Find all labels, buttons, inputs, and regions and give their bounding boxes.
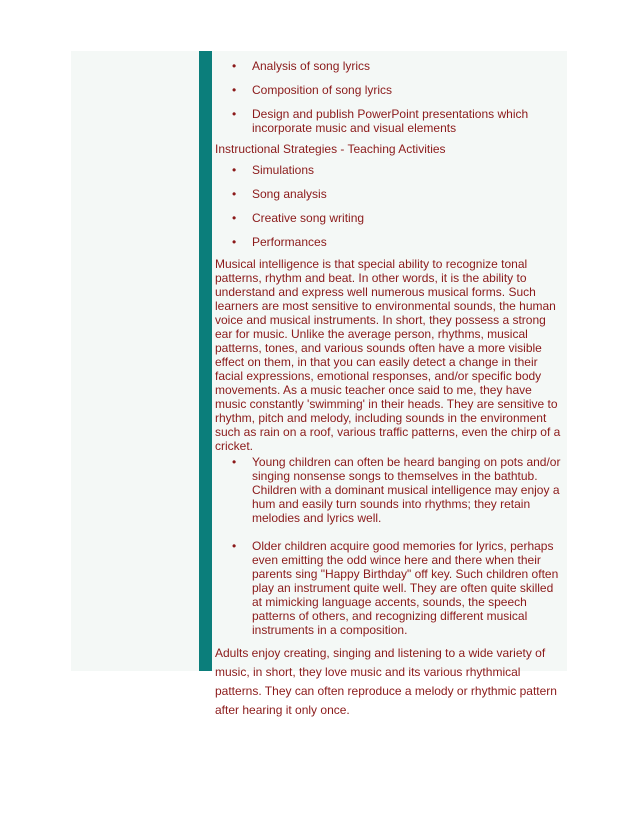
children-list bbox=[215, 455, 565, 637]
list-item: • Simulations bbox=[215, 163, 565, 177]
document-content bbox=[215, 59, 565, 720]
adults-paragraph: Adults enjoy creating, singing and listening to a wide variety of music, in short, they love music and its various rhythmical patterns. They can often reproduce a melody or rhythmic pattern after hearing it only once. bbox=[215, 646, 557, 717]
list-item: • Creative song writing bbox=[215, 211, 565, 225]
list-item: • Young children can often be heard banging on pots and/or singing nonsense songs to themselves in the bathtub. Children with a dominant musical intelligence may enjoy a hum and easily turn sounds into rhythms; they retain melodies and lyrics well. bbox=[215, 455, 565, 525]
intro-paragraph: Musical intelligence is that special ability to recognize tonal patterns, rhythm and beat. In other words, it is the ability to understand and express well numerous musical forms. Such learners are most sensitive to environmental sounds, the human voice and musical instruments. In short, they possess a strong ear for music. Unlike the average person, rhythms, musical patterns, tones, and various sounds often have a more visible effect on them, in that you can easily detect a change in their facial expressions, emotional responses, and/or specific body movements. As a music teacher once said to me, they have music constantly 'swimming' in their heads. They are sensitive to rhythm, pitch and melody, including sounds in the environment such as rain on a roof, various traffic patterns, even the chirp of a cricket. bbox=[215, 257, 561, 453]
list-item: • Song analysis bbox=[215, 187, 565, 201]
list-item: • Analysis of song lyrics bbox=[215, 59, 565, 73]
strategies-heading: Instructional Strategies - Teaching Activities bbox=[215, 142, 446, 156]
strategies-list bbox=[215, 163, 565, 249]
left-margin-panel bbox=[71, 51, 199, 671]
activities-list bbox=[215, 59, 565, 135]
list-item: • Performances bbox=[215, 235, 565, 249]
list-item: • Older children acquire good memories for lyrics, perhaps even emitting the odd wince here and there when their parents sing "Happy Birthday" off key. Such children often play an instrument quite well. They are often quite skilled at mimicking language accents, sounds, the speech patterns of others, and recognizing different musical instruments in a composition. bbox=[215, 539, 565, 637]
list-item: • Composition of song lyrics bbox=[215, 83, 565, 97]
list-item: • Design and publish PowerPoint presentations which incorporate music and visual elements bbox=[215, 107, 565, 135]
accent-bar bbox=[199, 51, 212, 671]
